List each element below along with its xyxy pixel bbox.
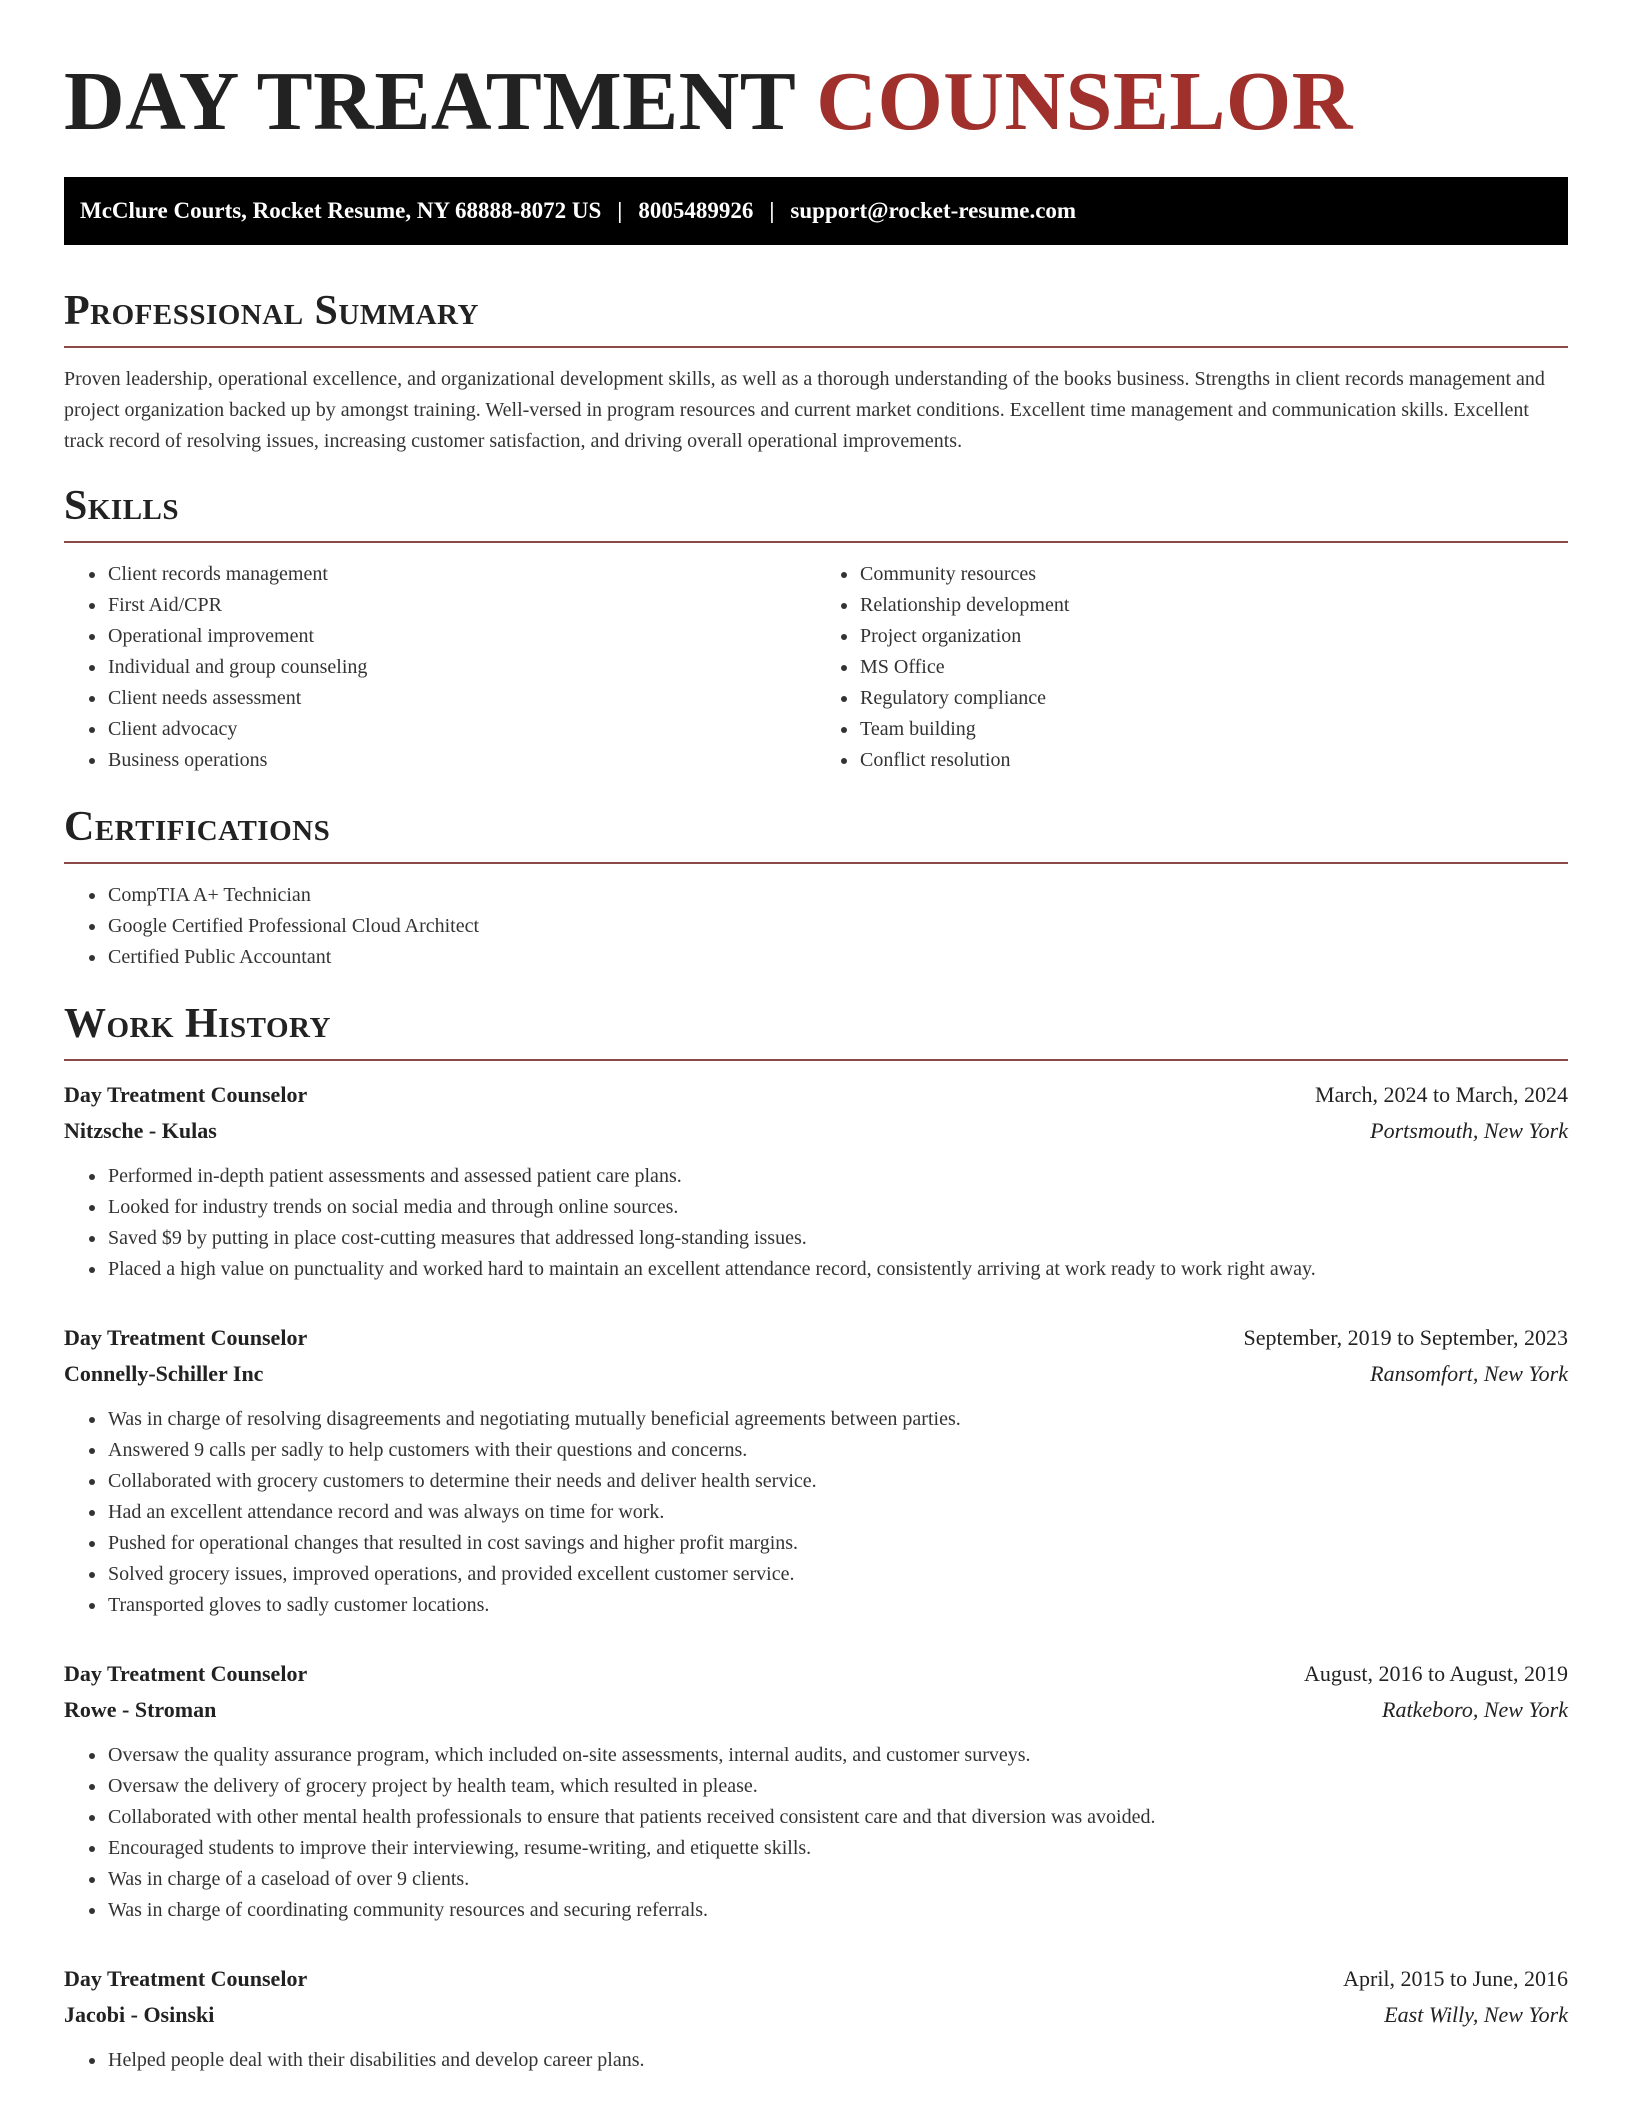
- job-title: Day Treatment Counselor: [64, 1082, 308, 1107]
- job-duty-item: • Pushed for operational changes that resulted in cost savings and higher profit margins.: [107, 1528, 1568, 1559]
- job-header-row: [64, 1077, 1568, 1113]
- skill-item: • Client records management: [107, 559, 816, 590]
- skills-heading: Skills: [64, 483, 180, 529]
- job-dates: August, 2016 to August, 2019: [1303, 1661, 1568, 1686]
- skills-column-left: [64, 559, 816, 776]
- certification-item: • Google Certified Professional Cloud Architect: [107, 911, 1568, 942]
- skill-item: • Team building: [859, 714, 1568, 745]
- job-location: East Willy, New York: [1384, 2002, 1568, 2027]
- job-company-row: [64, 1113, 1568, 1149]
- job-dates: September, 2019 to September, 2023: [1243, 1325, 1568, 1350]
- skill-item: • Relationship development: [859, 590, 1568, 621]
- job-title: Day Treatment Counselor: [64, 1966, 308, 1991]
- job-duties-list: [64, 1161, 1568, 1285]
- job-location: Portsmouth, New York: [1370, 1118, 1568, 1143]
- job-dates: March, 2024 to March, 2024: [1315, 1082, 1568, 1107]
- job-duty-item: • Collaborated with grocery customers to determine their needs and deliver health service.: [107, 1466, 1568, 1497]
- job-duty-item: • Placed a high value on punctuality and worked hard to maintain an excellent attendance record, consistently arriving at work ready to work right away.: [107, 1254, 1568, 1285]
- skill-item: • Conflict resolution: [859, 745, 1568, 776]
- skill-item: • Client advocacy: [107, 714, 816, 745]
- job-duty-item: • Transported gloves to sadly customer locations.: [107, 1590, 1568, 1621]
- skill-item: • Client needs assessment: [107, 683, 816, 714]
- work-history-heading: Work History: [64, 1001, 331, 1047]
- job-duties-list: [64, 1740, 1568, 1926]
- job-duty-item: • Saved $9 by putting in place cost-cutting measures that addressed long-standing issues.: [107, 1223, 1568, 1254]
- name-last: COUNSELOR: [816, 55, 1353, 148]
- skills-columns: [64, 559, 1568, 776]
- work-history-section: [64, 999, 1568, 2076]
- skill-item: • Business operations: [107, 745, 816, 776]
- section-divider: [64, 541, 1568, 543]
- contact-email: support@rocket-resume.com: [790, 198, 1077, 223]
- skills-list-left: [64, 559, 816, 776]
- job-duty-item: • Oversaw the delivery of grocery project by health team, which resulted in please.: [107, 1771, 1568, 1802]
- job-company-row: [64, 1997, 1568, 2033]
- job-duty-item: • Helped people deal with their disabilities and develop career plans.: [107, 2045, 1568, 2076]
- skills-column-right: [816, 559, 1568, 776]
- job-list: [64, 1077, 1568, 2076]
- contact-separator: |: [769, 198, 775, 223]
- certification-item: • CompTIA A+ Technician: [107, 880, 1568, 911]
- job-duty-item: • Was in charge of coordinating community resources and securing referrals.: [107, 1895, 1568, 1926]
- job-duty-item: • Answered 9 calls per sadly to help customers with their questions and concerns.: [107, 1435, 1568, 1466]
- contact-phone: 8005489926: [638, 198, 754, 223]
- candidate-name: [64, 52, 1568, 152]
- section-divider: [64, 346, 1568, 348]
- job-duties-list: [64, 1404, 1568, 1621]
- job-header-row: [64, 1961, 1568, 1997]
- certifications-heading: Certifications: [64, 804, 331, 850]
- job-company-row: [64, 1692, 1568, 1728]
- job-duty-item: • Was in charge of resolving disagreements and negotiating mutually beneficial agreements between parties.: [107, 1404, 1568, 1435]
- job-company-row: [64, 1356, 1568, 1392]
- skill-item: • Individual and group counseling: [107, 652, 816, 683]
- skill-item: • Community resources: [859, 559, 1568, 590]
- name-first: DAY TREATMENT: [64, 55, 795, 148]
- skill-item: • Operational improvement: [107, 621, 816, 652]
- contact-address: McClure Courts, Rocket Resume, NY 68888-8072 US: [80, 198, 602, 223]
- job-entry: [64, 1077, 1568, 1285]
- job-duty-item: • Looked for industry trends on social media and through online sources.: [107, 1192, 1568, 1223]
- summary-section: [64, 286, 1568, 457]
- certifications-list: [64, 880, 1568, 973]
- job-title: Day Treatment Counselor: [64, 1661, 308, 1686]
- job-header-row: [64, 1320, 1568, 1356]
- job-company: Connelly-Schiller Inc: [64, 1361, 264, 1386]
- job-duty-item: • Encouraged students to improve their interviewing, resume-writing, and etiquette skills.: [107, 1833, 1568, 1864]
- job-company: Jacobi - Osinski: [64, 2002, 215, 2027]
- summary-text: Proven leadership, operational excellence, and organizational development skills, as well as a thorough understanding of the books business. Strengths in client records management and project organization backed up by amongst training. Well-versed in program resources and current market conditions. Excellent time management and communication skills. Excellent track record of resolving issues, increasing customer satisfaction, and driving overall operational improvements.: [64, 368, 1545, 452]
- job-entry: [64, 1320, 1568, 1621]
- job-entry: [64, 1961, 1568, 2076]
- job-duty-item: • Had an excellent attendance record and was always on time for work.: [107, 1497, 1568, 1528]
- job-duties-list: [64, 2045, 1568, 2076]
- skill-item: • First Aid/CPR: [107, 590, 816, 621]
- job-duty-item: • Was in charge of a caseload of over 9 clients.: [107, 1864, 1568, 1895]
- job-duty-item: • Performed in-depth patient assessments and assessed patient care plans.: [107, 1161, 1568, 1192]
- skills-list-right: [816, 559, 1568, 776]
- contact-bar: [64, 177, 1568, 245]
- certification-item: • Certified Public Accountant: [107, 942, 1568, 973]
- job-location: Ratkeboro, New York: [1382, 1697, 1568, 1722]
- skills-section: [64, 481, 1568, 776]
- job-location: Ransomfort, New York: [1370, 1361, 1568, 1386]
- job-duty-item: • Solved grocery issues, improved operations, and provided excellent customer service.: [107, 1559, 1568, 1590]
- job-entry: [64, 1656, 1568, 1926]
- certifications-section: [64, 802, 1568, 973]
- job-duty-item: • Oversaw the quality assurance program, which included on-site assessments, internal audits, and customer surveys.: [107, 1740, 1568, 1771]
- skill-item: • Regulatory compliance: [859, 683, 1568, 714]
- section-divider: [64, 862, 1568, 864]
- contact-separator: |: [617, 198, 623, 223]
- skill-item: • Project organization: [859, 621, 1568, 652]
- job-header-row: [64, 1656, 1568, 1692]
- job-duty-item: • Collaborated with other mental health professionals to ensure that patients received consistent care and that diversion was avoided.: [107, 1802, 1568, 1833]
- summary-heading: Professional Summary: [64, 288, 479, 334]
- job-company: Rowe - Stroman: [64, 1697, 217, 1722]
- section-divider: [64, 1059, 1568, 1061]
- job-title: Day Treatment Counselor: [64, 1325, 308, 1350]
- skill-item: • MS Office: [859, 652, 1568, 683]
- job-company: Nitzsche - Kulas: [64, 1118, 217, 1143]
- job-dates: April, 2015 to June, 2016: [1343, 1966, 1568, 1991]
